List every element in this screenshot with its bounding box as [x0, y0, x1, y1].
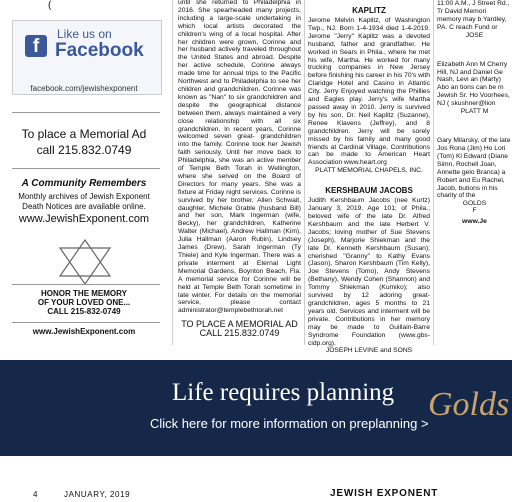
memorial-ad-line1: To place a Memorial Ad: [21, 127, 147, 141]
facebook-like-text: Like us on: [57, 27, 112, 41]
star-of-david-icon: [54, 238, 116, 286]
memorial-ad-line2: call 215.832.0749: [36, 143, 132, 157]
divider: [12, 284, 160, 285]
facebook-icon: f: [25, 35, 47, 57]
obituary-text: Judith Kershbaum Jacobs (nee Kurtz) January 3, 2019. Age 101; of Phila.; beloved wife of the late Dr. Alfred Kershbaum and the late Herbert V. Jacobs; loving mother of Sue Stevens (Joseph), Marjorie Shiekman and the late Dr. Kenneth Kershbaum (Susan); cherished "Granny" to Kathy Evans (Jason), Sharon Kershbaum (Tim Kelly), Joe Stevens (Tomo), Andy Stevens (Bethany), Wendy Cohen (Shannon) and Tommy Shiekman (Kumiko); also survived by 12 adoring great-grandchildren, ages 5 months to 21 years old. Services and interment will be private. Contributions in her memory may be made to Guillain-Barre Syndrome Foundation (www.gbs-cidp.org).: [308, 197, 430, 347]
honor-line1: HONOR THE MEMORY: [41, 289, 127, 298]
memorial-ad-callout: [0, 126, 168, 158]
funeral-home-signature: JOSEPH LEVINE and SONS: [325, 347, 413, 355]
obituary-text: Jerome Melvin Kaplitz, of Washington Twp., NJ. Born 1-4-1934 died 1-4-2019. Jerome "Jerry" Kaplitz was a devoted husband, father and grandfather. He worked in Sears in Phila., where he met his wife, Martha. He worked for many trucking companies in New Jersey before finishing his career in his 70's with Claridge Hotel and Casino in Atlantic City. Jerry Enjoyed watching the Phillies and Eagles play. Jerry's wife Martha passed away in 2010. Jerry is survived by his son, Dr. Neil Kaplitz (Suzanne), Renee Klavens (Jeffrey), and 8 grandchildren. Jerry will be sorely missed by his family and many good friends at Cardinal Village. Contributions can be made to American Heart Association www.heart.org: [308, 17, 430, 167]
obituary-text: Elizabeth Ann M Cherry Hill, NJ and Daniel Ge Nash, Levi an (Marty) Abo an tions can be m Jewish Sr. Ho Voorhees, NJ ( skushner@lion: [437, 60, 510, 108]
obituary-heading: KAPLITZ: [352, 6, 386, 15]
obituary-text: Gary Milarsky, of the late Jos Rona (Jim) Ho Lori (Tom) Kl Edward (Diane Simn, Rochell Joan, Annette gelo Branca) a Robert and Eu Rachel, Jacob, butions in his charity of the: [437, 137, 511, 200]
mid-ad-line1: TO PLACE A MEMORIAL AD: [181, 319, 298, 329]
obituary-column-3: [308, 0, 430, 355]
community-body: [0, 192, 168, 212]
divider: [12, 112, 160, 113]
funeral-home-signature: GOLDS: [462, 200, 487, 208]
banner-preplanning-link[interactable]: Click here for more information on preplanning >: [150, 416, 429, 431]
page-number: 4: [33, 490, 39, 499]
honor-line2: OF YOUR LOVED ONE...: [37, 298, 131, 307]
community-url[interactable]: www.JewishExponent.com: [18, 213, 150, 225]
divider: [12, 168, 160, 169]
funeral-home-signature: PLATT MEMORIAL CHAPELS, INC.: [315, 167, 423, 175]
community-title: A Community Remembers: [21, 178, 147, 189]
mid-ad-line2: CALL 215.832.0749: [199, 328, 280, 338]
obituary-column-4-cropped: [437, 0, 512, 345]
community-line2: Death Notices are available online.: [22, 202, 146, 211]
preplanning-banner-ad[interactable]: [0, 360, 512, 456]
left-column: [0, 0, 168, 345]
column-rule: [304, 0, 305, 345]
honor-memory-callout: [0, 289, 168, 316]
banner-brand-logo: Golds: [428, 386, 510, 423]
middle-column: [178, 0, 301, 345]
funeral-home-signature: PLATT M: [460, 108, 489, 116]
facebook-brand: Facebook: [55, 40, 144, 61]
divider: [12, 322, 160, 323]
obituary-text: 11:00 A.M., J Street Rd., Tr David Memori memory may b Yardley, PA. C reach Fund or: [437, 0, 510, 31]
publication-name: JEWISH EXPONENT: [330, 488, 439, 499]
funeral-home-signature: JOSE: [465, 31, 484, 39]
top-partial-text: (: [48, 0, 52, 11]
column-rule: [172, 0, 173, 345]
funeral-home-signature-cont: F: [472, 207, 477, 215]
community-line1: Monthly archives of Jewish Exponent: [18, 192, 150, 201]
banner-headline: Life requires planning: [172, 379, 395, 406]
obituary-heading: KERSHBAUM JACOBS: [325, 186, 413, 196]
column-rule: [433, 0, 434, 345]
obituary-text: until she returned to Philadelphia in 2016. She spearheaded many projects, including a large-scale undertaking in which local artists decorated the children's wing of a local hospital. After her children were grown, Corinne and her husband actively traveled throughout the United States and abroad. Despite her active schedule, Corinne always made time for annual trips to the Pacific Northwest and to Philadelphia to see her children and grandchildren. Corinne was known as "Nan" to six grandchildren and despite the geographical distance between them, always maintained a very close relationship with all six grandchildren. In recent years, Corinne welcomed seven great- grandchildren into the family. Corinne took her Jewish faith seriously. Until her move back to Philadelphia, she was an active member of Temple Beth Torah in Wellington, where she served on the Board of Directors for many years. She was a fixture at Friday night services. Corinne is survived by her brother, Allen Schwait, daughter, Michele Grable (husband Bill) and her son, Mark Ingerman (wife, Becky), her grandchildren, Katherine Walter (Michael), Andrew Hallman (Kim), Julia Hallman (Aaron Rubin), Lindsey James (Drew), Sarah Ingerman (Ty Thiele) and Kyle Ingerman. There was a private interment at Eternal Light Memorial Gardens, Boynton Beach, Fla. A memorial service for Corinne will be held at Temple Beth Torah sometime in late winter. For details on the memorial service, please contact administrator@templebethtorah.net: [178, 0, 301, 315]
site-url[interactable]: www.JewishExponent.com: [32, 327, 136, 336]
honor-line3: CALL 215-832-0749: [47, 307, 121, 316]
facebook-url[interactable]: facebook.com/jewishexponent: [30, 84, 138, 93]
site-url[interactable]: www.Je: [462, 218, 487, 226]
memorial-ad-callout-middle: [178, 320, 301, 338]
issue-date: JANUARY, 2019: [64, 490, 131, 499]
